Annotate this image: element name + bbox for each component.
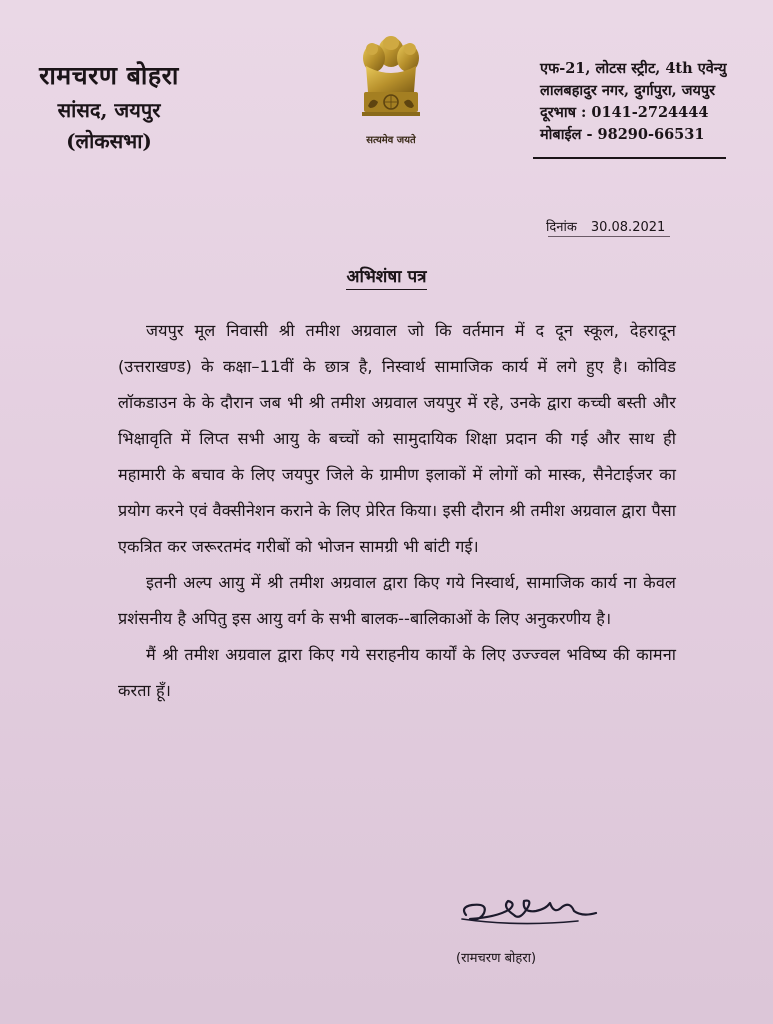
address-line-2: लालबहादुर नगर, दुर्गापुरा, जयपुर — [540, 82, 716, 99]
date-line — [546, 217, 665, 235]
header-rule — [533, 157, 726, 159]
address-mobile: मोबाईल - 98290-66531 — [540, 126, 705, 143]
body-paragraph: मैं श्री तमीश अग्रवाल द्वारा किए गये सराहनीय कार्यों के लिए उज्ज्वल भविष्य की कामना करता हूँ। — [118, 645, 676, 700]
address-line-1: एफ-21, लोटस स्ट्रीट, 4th एवेन्यु — [540, 60, 727, 77]
address-block — [540, 58, 760, 146]
subject-heading — [0, 264, 773, 287]
handwritten-signature — [458, 893, 608, 931]
emblem-motto: सत्यमेव जयते — [366, 135, 416, 146]
national-emblem-icon — [358, 32, 424, 132]
body-paragraph: जयपुर मूल निवासी श्री तमीश अग्रवाल जो कि वर्तमान में द दून स्कूल, देहरादून (उत्तराखण्ड) के कक्षा–11वीं के छात्र है, निस्वार्थ सामाजिक कार्य में लगे हुए है। कोविड लॉकडाउन के के दौरान जब भी श्री तमीश अग्रवाल जयपुर में रहे, उनके द्वारा कच्ची बस्ती और भिक्षावृति में लिप्त सभी आयु के बच्चों को सामुदायिक शिक्षा प्रदान की गई और साथ ही महामारी के बचाव के लिए जयपुर जिले के ग्रामीण इलाकों में लोगों को मास्क, सैनेटाईजर का प्रयोग करने एवं वैक्सीनेशन कराने के लिए प्रेरित किया। इसी दौरान श्री तमीश अग्रवाल द्वारा पैसा एकत्रित कर जरूरतमंद गरीबों को भोजन सामग्री भी बांटी गई। — [118, 321, 676, 556]
sender-designation: सांसद, जयपुर — [57, 98, 161, 122]
subject-text: अभिशंषा पत्र — [346, 267, 426, 290]
date-value: 30.08.2021 — [590, 220, 666, 235]
sender-house: (लोकसभा) — [66, 129, 152, 153]
body-paragraph: इतनी अल्प आयु में श्री तमीश अग्रवाल द्वारा किए गये निस्वार्थ, सामाजिक कार्य ना केवल प्रशंसनीय है अपितु इस आयु वर्ग के सभी बालक--बालिकाओं के लिए अनुकरणीय है। — [118, 573, 676, 628]
signatory-name: (रामचरण बोहरा) — [456, 951, 537, 966]
emblem-block — [354, 32, 428, 150]
letter-body — [118, 313, 676, 709]
date-label: दिनांक — [546, 220, 577, 235]
address-phone: दूरभाष : 0141-2724444 — [540, 104, 709, 121]
sender-block — [14, 58, 204, 154]
sender-name: रामचरण बोहरा — [39, 61, 179, 90]
date-underline — [548, 236, 670, 237]
